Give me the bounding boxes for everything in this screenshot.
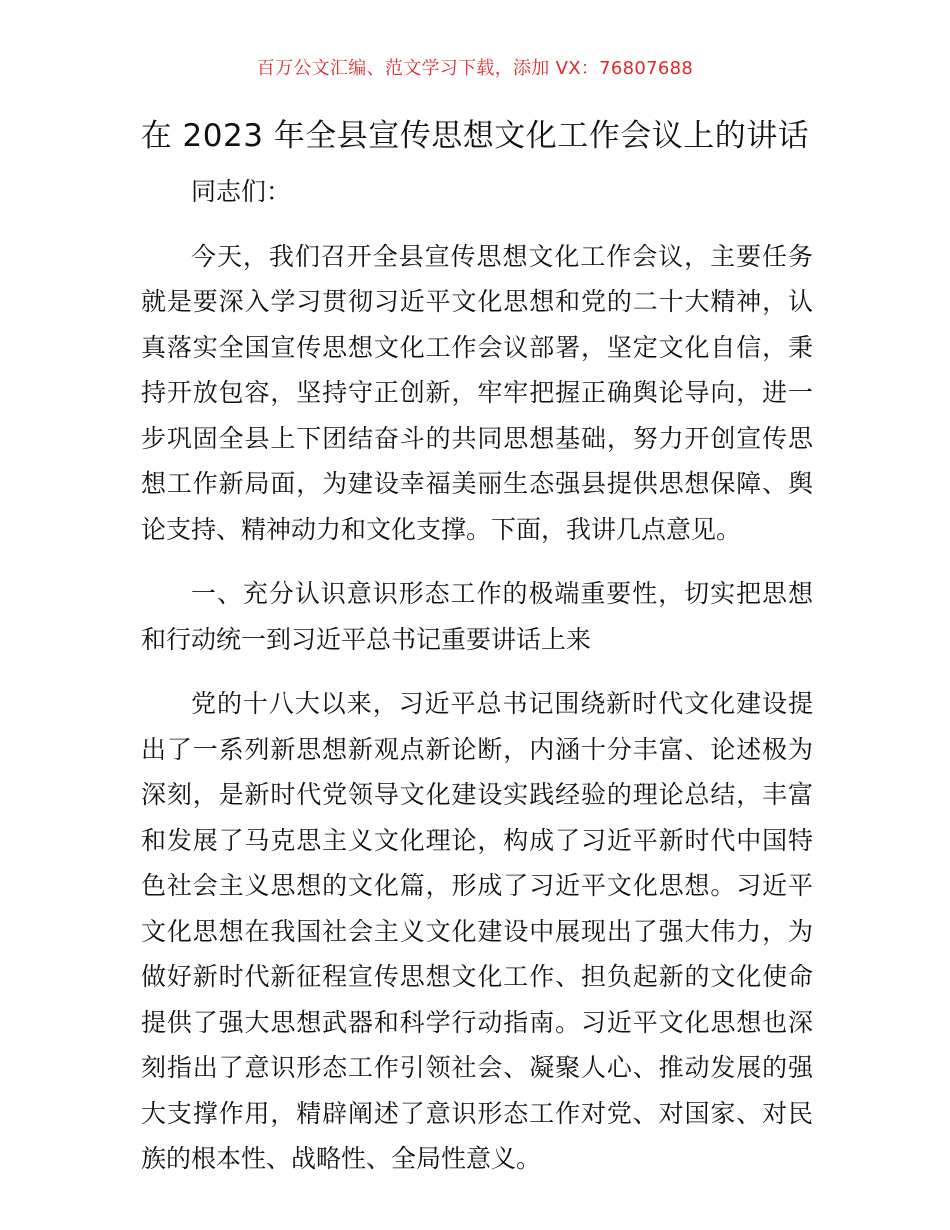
watermark-header-note: 百万公文汇编、范文学习下载，添加 VX：76807688 (256, 58, 694, 79)
paragraph-intro: 今天，我们召开全县宣传思想文化工作会议，主要任务就是要深入学习贯彻习近平文化思想和党的二十大精神，认真落实全国宣传思想文化工作会议部署，坚定文化自信，秉持开放包容，坚持守正创新，牢牢把握正确舆论导向，进一步巩固全县上下团结奋斗的共同思想基础，努力开创宣传思想工作新局面，为建设幸福美丽生态强县提供思想保障、舆论支持、精神动力和文化支撑。下面，我讲几点意见。 (141, 241, 813, 544)
salutation: 同志们： (191, 177, 292, 206)
paragraph-section-1: 党的十八大以来，习近平总书记围绕新时代文化建设提出了一系列新思想新观点新论断，内涵十分丰富、论述极为深刻，是新时代党领导文化建设实践经验的理论总结，丰富和发展了马克思主义文化理论，构成了习近平新时代中国特色社会主义思想的文化篇，形成了习近平文化思想。习近平文化思想在我国社会主义文化建设中展现出了强大伟力，为做好新时代新征程宣传思想文化工作、担负起新的文化使命提供了强大思想武器和科学行动指南。习近平文化思想也深刻指出了意识形态工作引领社会、凝聚人心、推动发展的强大支撑作用，精辟阐述了意识形态工作对党、对国家、对民族的根本性、战略性、全局性意义。 (141, 689, 813, 1173)
section-heading-1: 一、充分认识意识形态工作的极端重要性，切实把思想和行动统一到习近平总书记重要讲话上来 (141, 579, 813, 654)
document-body (141, 169, 813, 1182)
document-title: 在 2023 年全县宣传思想文化工作会议上的讲话 (140, 118, 810, 154)
